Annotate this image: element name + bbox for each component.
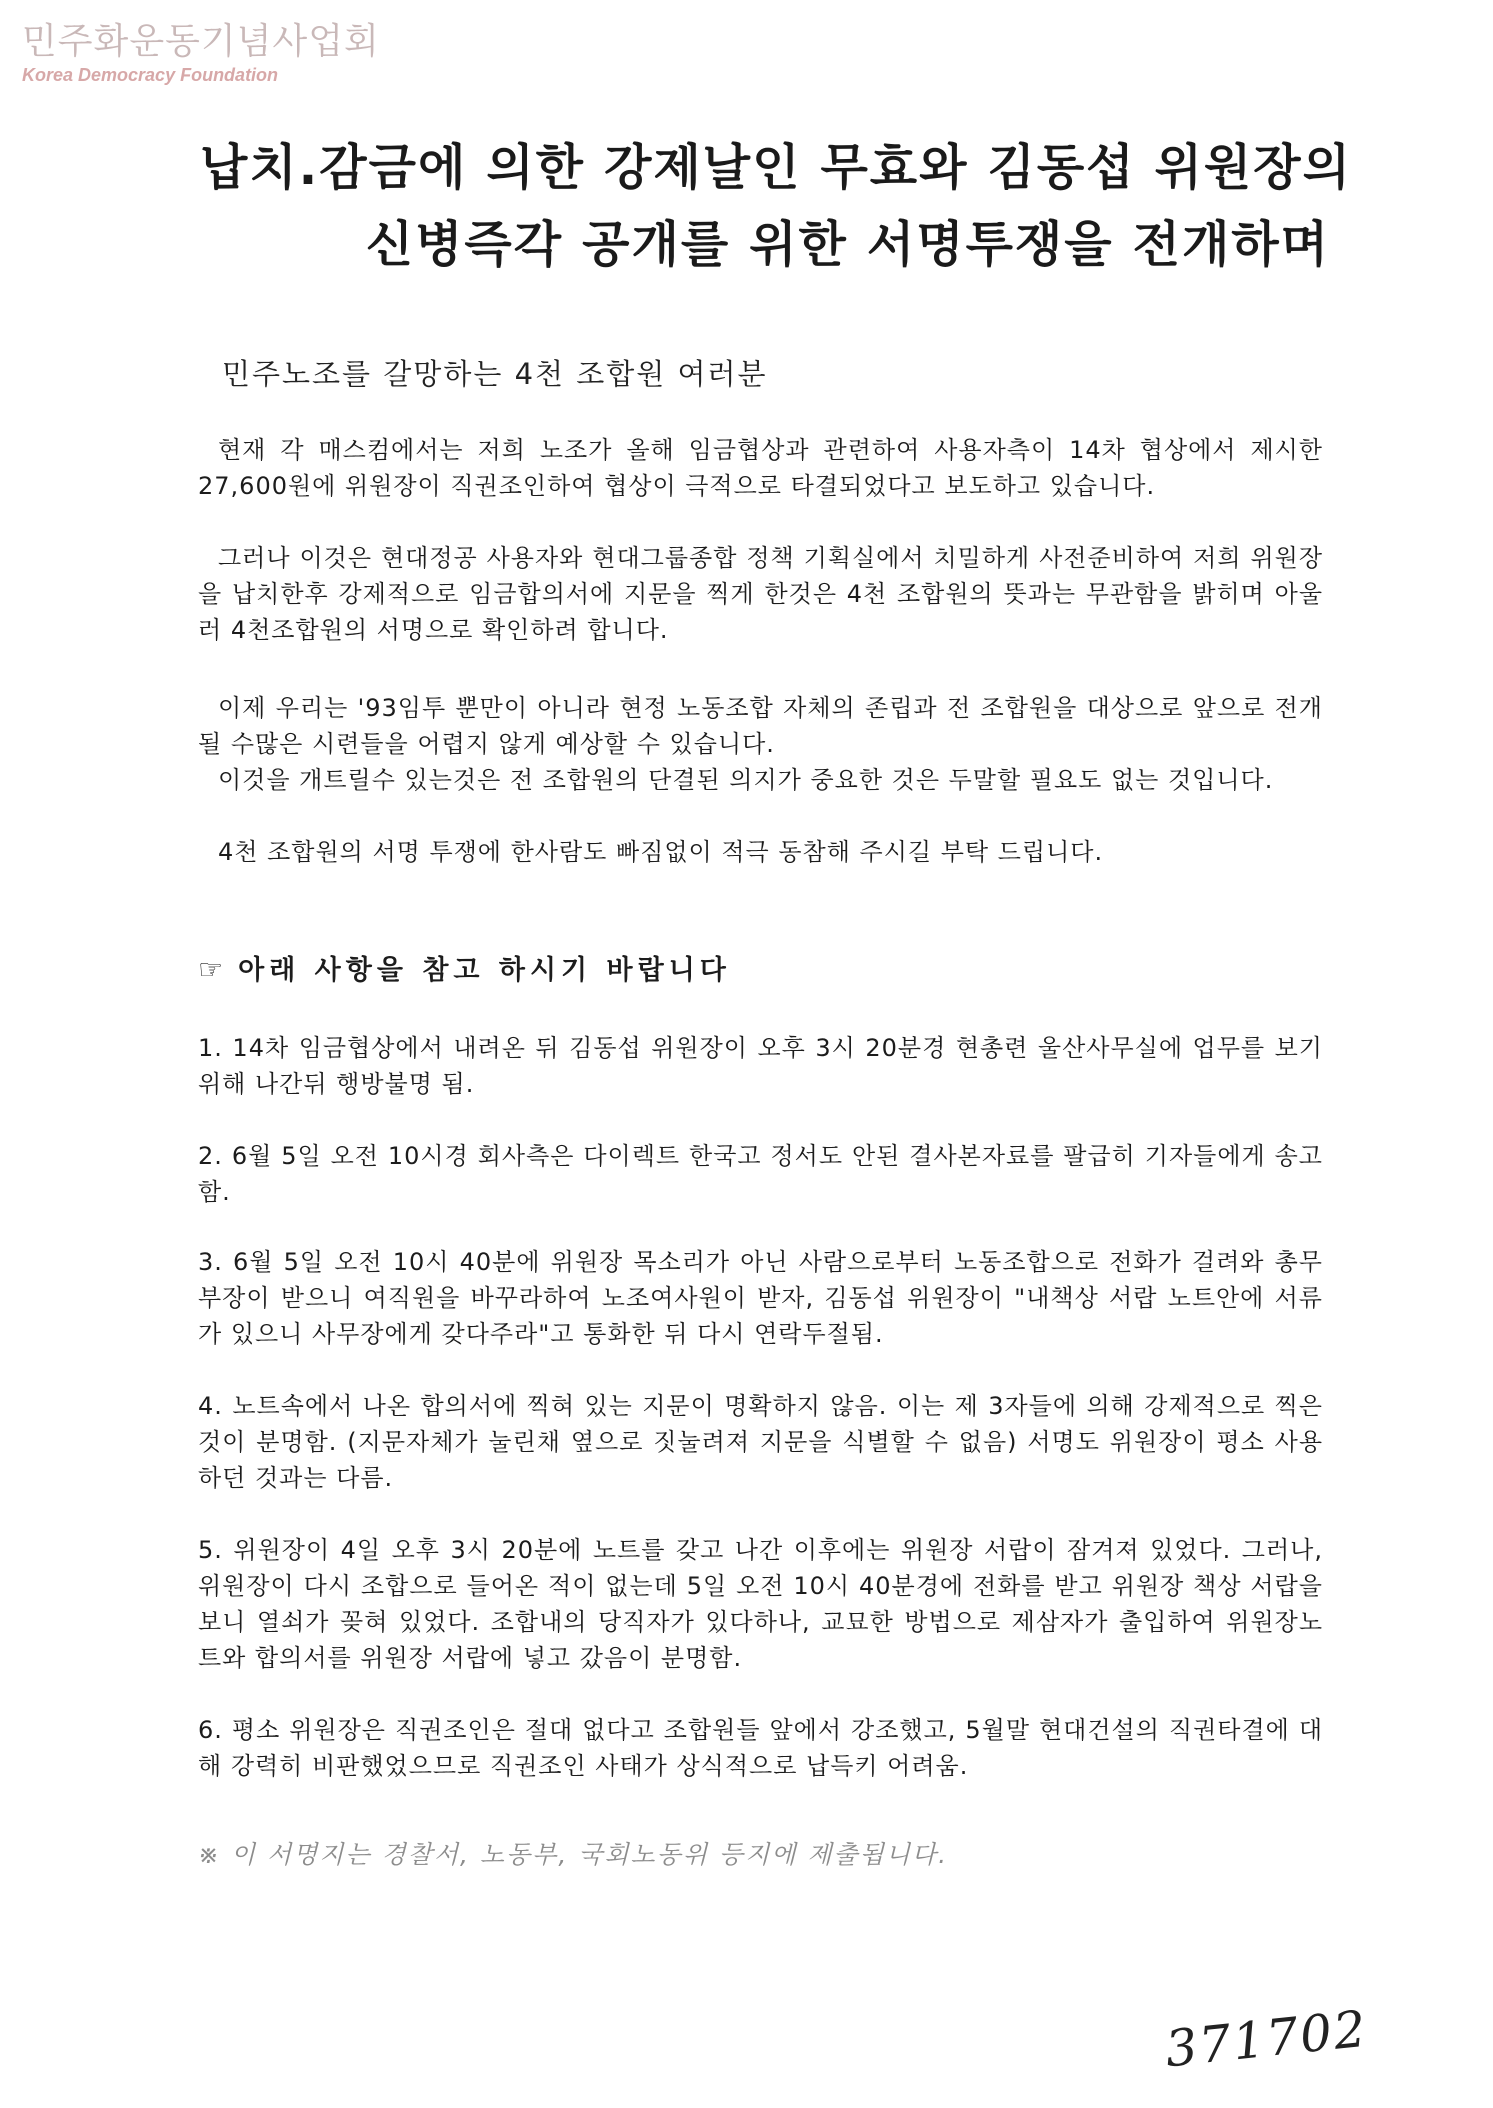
watermark-korean: 민주화운동기념사업회 [22,21,380,62]
handwritten-document-number: 371702 [1162,1999,1371,2079]
list-item-5: 5. 위원장이 4일 오후 3시 20분에 노트를 갖고 나간 이후에는 위원장 서랍이 잠겨져 있었다. 그러나, 위원장이 다시 조합으로 들어온 적이 없는데 5일 오전 10시 40분경에 전화를 받고 위원장 책상 서랍을 보니 열쇠가 꽂혀 있었다. 조합내의 당직자가 있다하나, 교묘한 방법으로 제삼자가 출입하여 위원장노트와 합의서를 위원장 서랍에 넣고 갔음이 분명함. [198,1536,1323,1672]
list-item-2: 2. 6월 5일 오전 10시경 회사측은 다이렉트 한국고 정서도 안된 결사본자료를 팔급히 기자들에게 송고함. [198,1142,1323,1206]
title-line-1: 납치.감금에 의한 강제날인 무효와 김동섭 위원장의 [200,139,1352,196]
paragraph-intro: 현재 각 매스컴에서는 저희 노조가 올해 임금협상과 관련하여 사용자측이 14차 협상에서 제시한 27,600원에 위원장이 직권조인하여 협상이 극적으로 타결되었다고 보도하고 있습니다. [198,436,1323,500]
watermark [22,22,380,86]
pointing-hand-icon: ☞ [198,953,229,986]
list-item-1: 1. 14차 임금협상에서 내려온 뒤 김동섭 위원장이 오후 3시 20분경 현총련 울산사무실에 업무를 보기 위해 나간뒤 행방불명 됨. [198,1034,1323,1098]
list-item-6: 6. 평소 위원장은 직권조인은 절대 없다고 조합원들 앞에서 강조했고, 5월말 현대건설의 직권타결에 대해 강력히 비판했었으므로 직권조인 사태가 상식적으로 납득키 어려움. [198,1716,1323,1780]
paragraph-unity: 이것을 개트릴수 있는것은 전 조합원의 단결된 의지가 중요한 것은 두말할 필요도 없는 것입니다. [218,766,1274,794]
list-item-4: 4. 노트속에서 나온 합의서에 찍혀 있는 지문이 명확하지 않음. 이는 제 3자들에 의해 강제적으로 찍은 것이 분명함. (지문자체가 눌린채 옆으로 짓눌려져 지문을 식별할 수 없음) 서명도 위원장이 평소 사용하던 것과는 다름. [198,1392,1323,1492]
notice-heading [198,948,731,987]
paragraph-request: 4천 조합원의 서명 투쟁에 한사람도 빠짐없이 적극 동참해 주시길 부탁 드립니다. [218,838,1104,866]
footer-note: ※ 이 서명지는 경찰서, 노동부, 국회노동위 등지에 제출됩니다. [198,1840,949,1869]
salutation: 민주노조를 갈망하는 4천 조합원 여러분 [222,357,768,391]
notice-text: 아래 사항을 참고 하시기 바랍니다 [238,955,731,986]
watermark-english: Korea Democracy Foundation [22,65,279,85]
paragraph-now: 이제 우리는 '93임투 뿐만이 아니라 현정 노동조합 자체의 존립과 전 조합원을 대상으로 앞으로 전개될 수많은 시련들을 어렵지 않게 예상할 수 있습니다. [198,694,1323,758]
list-item-3: 3. 6월 5일 오전 10시 40분에 위원장 목소리가 아닌 사람으로부터 노동조합으로 전화가 걸려와 총무부장이 받으니 여직원을 바꾸라하여 노조여사원이 받자, 김동섭 위원장이 "내책상 서랍 노트안에 서류가 있으니 사무장에게 갖다주라"고 통화한 뒤 다시 연락두절됨. [198,1248,1323,1348]
paragraph-however: 그러나 이것은 현대정공 사용자와 현대그룹종합 정책 기획실에서 치밀하게 사전준비하여 저희 위원장을 납치한후 강제적으로 임금합의서에 지문을 찍게 한것은 4천 조합원의 뜻과는 무관함을 밝히며 아울러 4천조합원의 서명으로 확인하려 합니다. [198,544,1323,644]
title-line-2: 신병즉각 공개를 위한 서명투쟁을 전개하며 [365,216,1330,273]
